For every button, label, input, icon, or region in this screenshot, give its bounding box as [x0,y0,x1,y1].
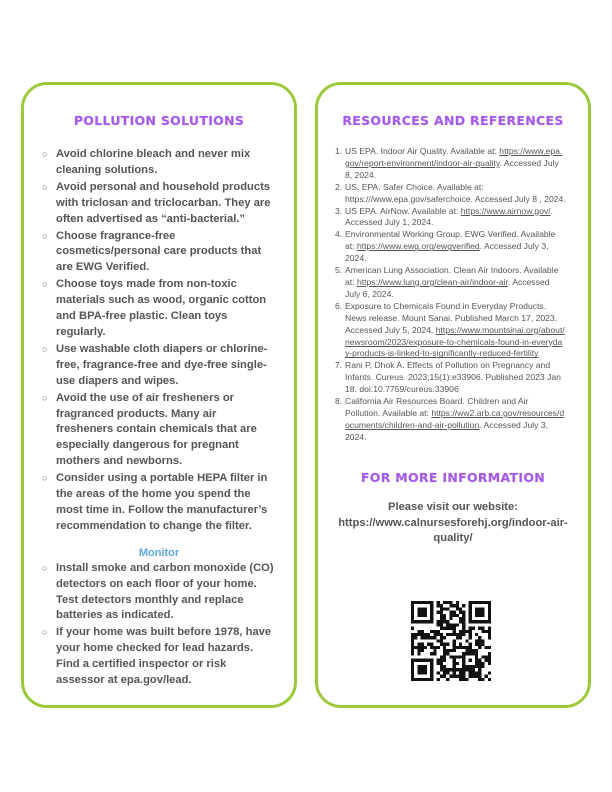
website-text: Please visit our website: https://www.calnursesforehj.org/indoor-air-quality/ [338,500,568,545]
reference-text: US EPA. Indoor Air Quality. Available at: [345,146,500,156]
reference-item [335,265,566,301]
references-list [318,146,588,444]
list-item-text: Use washable cloth diapers or chlorine-free, fragrance-free and dye-free single-use diapers and wipes. [56,342,268,387]
reference-item [335,396,566,444]
reference-number: 7. [335,360,343,371]
resources-title: RESOURCES AND REFERENCES [342,113,564,128]
reference-text: . Accessed July 3, 2024. [345,241,549,264]
reference-text: . Accessed July 8, 2024. [345,157,559,180]
list-item-text: Install smoke and carbon monoxide (CO) detectors on each floor of your home. Test detectors monthly and replace batteries as indicated. [56,561,274,622]
reference-text: . Accessed July 6, 2024. [345,276,550,299]
reference-text: US. EPA. Safer Choice. Available at: https:///www.epa.gov/saferchoice. Accessed July 8 , 2024. [345,181,566,204]
pollution-solutions-panel [21,82,297,708]
reference-text: . Accessed July 1, 2024. [345,205,553,228]
list-item [42,147,274,179]
list-item [42,342,274,390]
reference-link[interactable]: https://ww2.arb.ca.gov/resources/documents/children-and-air-pollution [345,407,565,430]
reference-item [335,146,566,182]
reference-number: 3. [335,205,343,216]
reference-item [335,360,566,396]
resources-panel [315,82,591,708]
monitor-list [24,561,294,689]
list-item [42,277,274,341]
reference-item [335,205,566,230]
reference-link[interactable]: https://www.airnow.gov/ [460,205,551,216]
more-info-title: FOR MORE INFORMATION [360,469,546,485]
list-item-text: Avoid personal and household products with triclosan and triclocarban. They are often advertised as “anti-bacterial.” [56,180,271,225]
reference-text: . Accessed July 3, 2024. [345,419,549,442]
reference-number: 2. [335,181,343,192]
bullet-icon: ○ [42,392,48,403]
bullet-icon: ○ [42,279,48,290]
reference-text: US EPA. AirNow. Available at: [345,205,461,216]
solutions-list [24,147,294,535]
list-item [42,625,274,689]
monitor-heading: Monitor [138,546,180,559]
reference-number: 6. [335,300,343,311]
reference-link[interactable]: https://www.lung.org/clean-air/indoor-air [356,276,508,287]
bullet-icon: ○ [42,149,48,159]
list-item [42,561,274,625]
reference-text: Exposure to Chemicals Found in Everyday Products. News release. Mount Sanai. Published March 17, 2023. Accessed July 5, 2024. [345,300,558,335]
bullet-icon: ○ [42,343,48,354]
reference-text: American Lung Association. Clean Air Indoors. Available at: [345,265,559,287]
reference-item [335,181,566,206]
reference-number: 4. [335,229,343,240]
list-item-text: Avoid chlorine bleach and never mix cleaning solutions. [56,148,251,176]
list-item [42,229,274,277]
reference-text: California Air Resources Board. Children and Air Pollution. Available at: [345,396,529,418]
bullet-icon: ○ [42,562,48,573]
reference-text: Rani P, Dhok A. Effects of Pollution on Pregnancy and Infants. Cureus. 2023;15(1):e33906. Published 2023 Jan 18. doi:10.7759/cureus.33906 [345,360,561,395]
bullet-icon: ○ [42,473,48,484]
reference-link[interactable]: https://www.epa.gov/report-environment/indoor-air-quality [345,146,563,168]
list-item [42,391,274,471]
list-item-text: Choose fragrance-free cosmetics/personal care products that are EWG Verified. [56,229,262,274]
list-item [42,471,274,535]
list-item-text: Avoid the use of air fresheners or fragranced products. Many air fresheners contain chemicals that are especially dangerous for pregnant mothers and newborns. [56,391,257,468]
reference-link[interactable]: https://www.mountsinai.org/about/newsroom/2023/exposure-to-chemicals-found-in-everyday-products-is-linked-to-significantly-reduced-fertility [345,324,565,359]
bullet-icon: ○ [42,230,48,241]
pollution-solutions-title: POLLUTION SOLUTIONS [73,113,245,128]
qr-code-icon[interactable] [411,601,491,681]
list-item-text: If your home was built before 1978, have your home checked for lead hazards. Find a certified inspector or risk assessor at epa.gov/lead. [56,626,272,687]
reference-number: 1. [335,146,343,156]
list-item [42,180,274,228]
reference-item [335,300,566,361]
list-item-text: Consider using a portable HEPA filter in the areas of the home you spend the most time in. Follow the manufacturer’s recommendation to change the filter. [56,472,268,532]
reference-text: Environmental Working Group. EWG Verified. Available at: [345,229,556,252]
reference-number: 5. [335,265,343,276]
list-item-text: Choose toys made from non-toxic materials such as wood, organic cotton and BPA-free plastic. Clean toys regularly. [56,278,267,338]
reference-item [335,229,566,265]
reference-link[interactable]: https://www.ewg.org/ewgverified [356,241,480,252]
reference-number: 8. [335,396,343,407]
bullet-icon: ○ [42,627,48,638]
bullet-icon: ○ [42,181,48,192]
